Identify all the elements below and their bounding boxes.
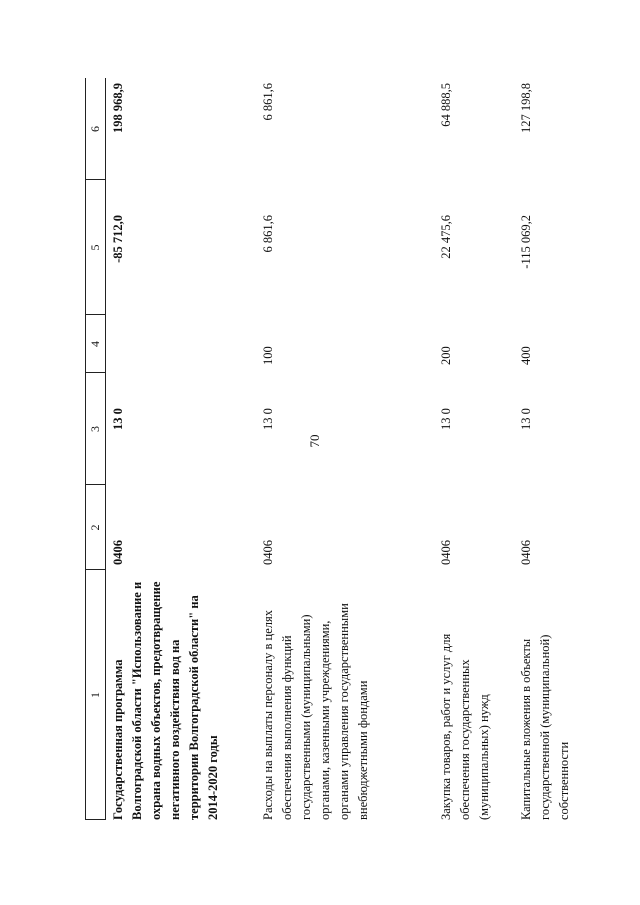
row-4-change: -115 069,2 [519, 215, 533, 269]
budget-table [85, 78, 571, 820]
header-col-6: 6 [88, 126, 102, 132]
row-4-section: 0406 [519, 540, 533, 565]
row-3-change: 22 475,6 [439, 215, 453, 259]
row-2-change: 6 861,6 [261, 215, 275, 253]
row-4-name: Капитальные вложения в объекты государственной (муниципальной) собственности [519, 634, 571, 820]
row-2-section: 0406 [261, 540, 275, 565]
row-2-total: 6 861,6 [261, 83, 275, 121]
row-1-change: -85 712,0 [111, 215, 125, 263]
row-3-total: 64 888,5 [439, 83, 453, 127]
row-3-type: 200 [439, 346, 453, 365]
row-1-target: 13 0 [111, 408, 125, 430]
header-col-3: 3 [88, 426, 102, 432]
row-3-target: 13 0 [439, 408, 453, 430]
table-header-border [105, 78, 106, 820]
header-col-1: 1 [88, 692, 102, 698]
page-number: 70 [307, 434, 322, 448]
row-4-total: 127 198,8 [519, 83, 533, 133]
row-2-type: 100 [261, 346, 275, 365]
row-1-section: 0406 [111, 540, 125, 565]
header-col-4: 4 [88, 341, 102, 347]
row-2-name: Расходы на выплаты персоналу в целях обеспечения выполнения функций государственными (муниципальными) органами, казенными учреждениями, органами управления государственными внебюджетными фондами [261, 603, 370, 820]
row-4-type: 400 [519, 346, 533, 365]
row-3-name: Закупка товаров, работ и услуг для обеспечения государственных (муниципальных) нужд [439, 633, 491, 820]
row-3-section: 0406 [439, 540, 453, 565]
header-col-5: 5 [88, 244, 102, 251]
row-1-total: 198 968,9 [111, 83, 125, 133]
row-4-target: 13 0 [519, 408, 533, 430]
row-2-target: 13 0 [261, 408, 275, 430]
row-1-name: Государственная программа Волгоградской области "Использование и охрана водных объектов, предотвращение негативного воздействия вод на территории Волгоградской области" на 2014-2020 годы [111, 581, 220, 820]
header-col-2: 2 [88, 524, 102, 531]
